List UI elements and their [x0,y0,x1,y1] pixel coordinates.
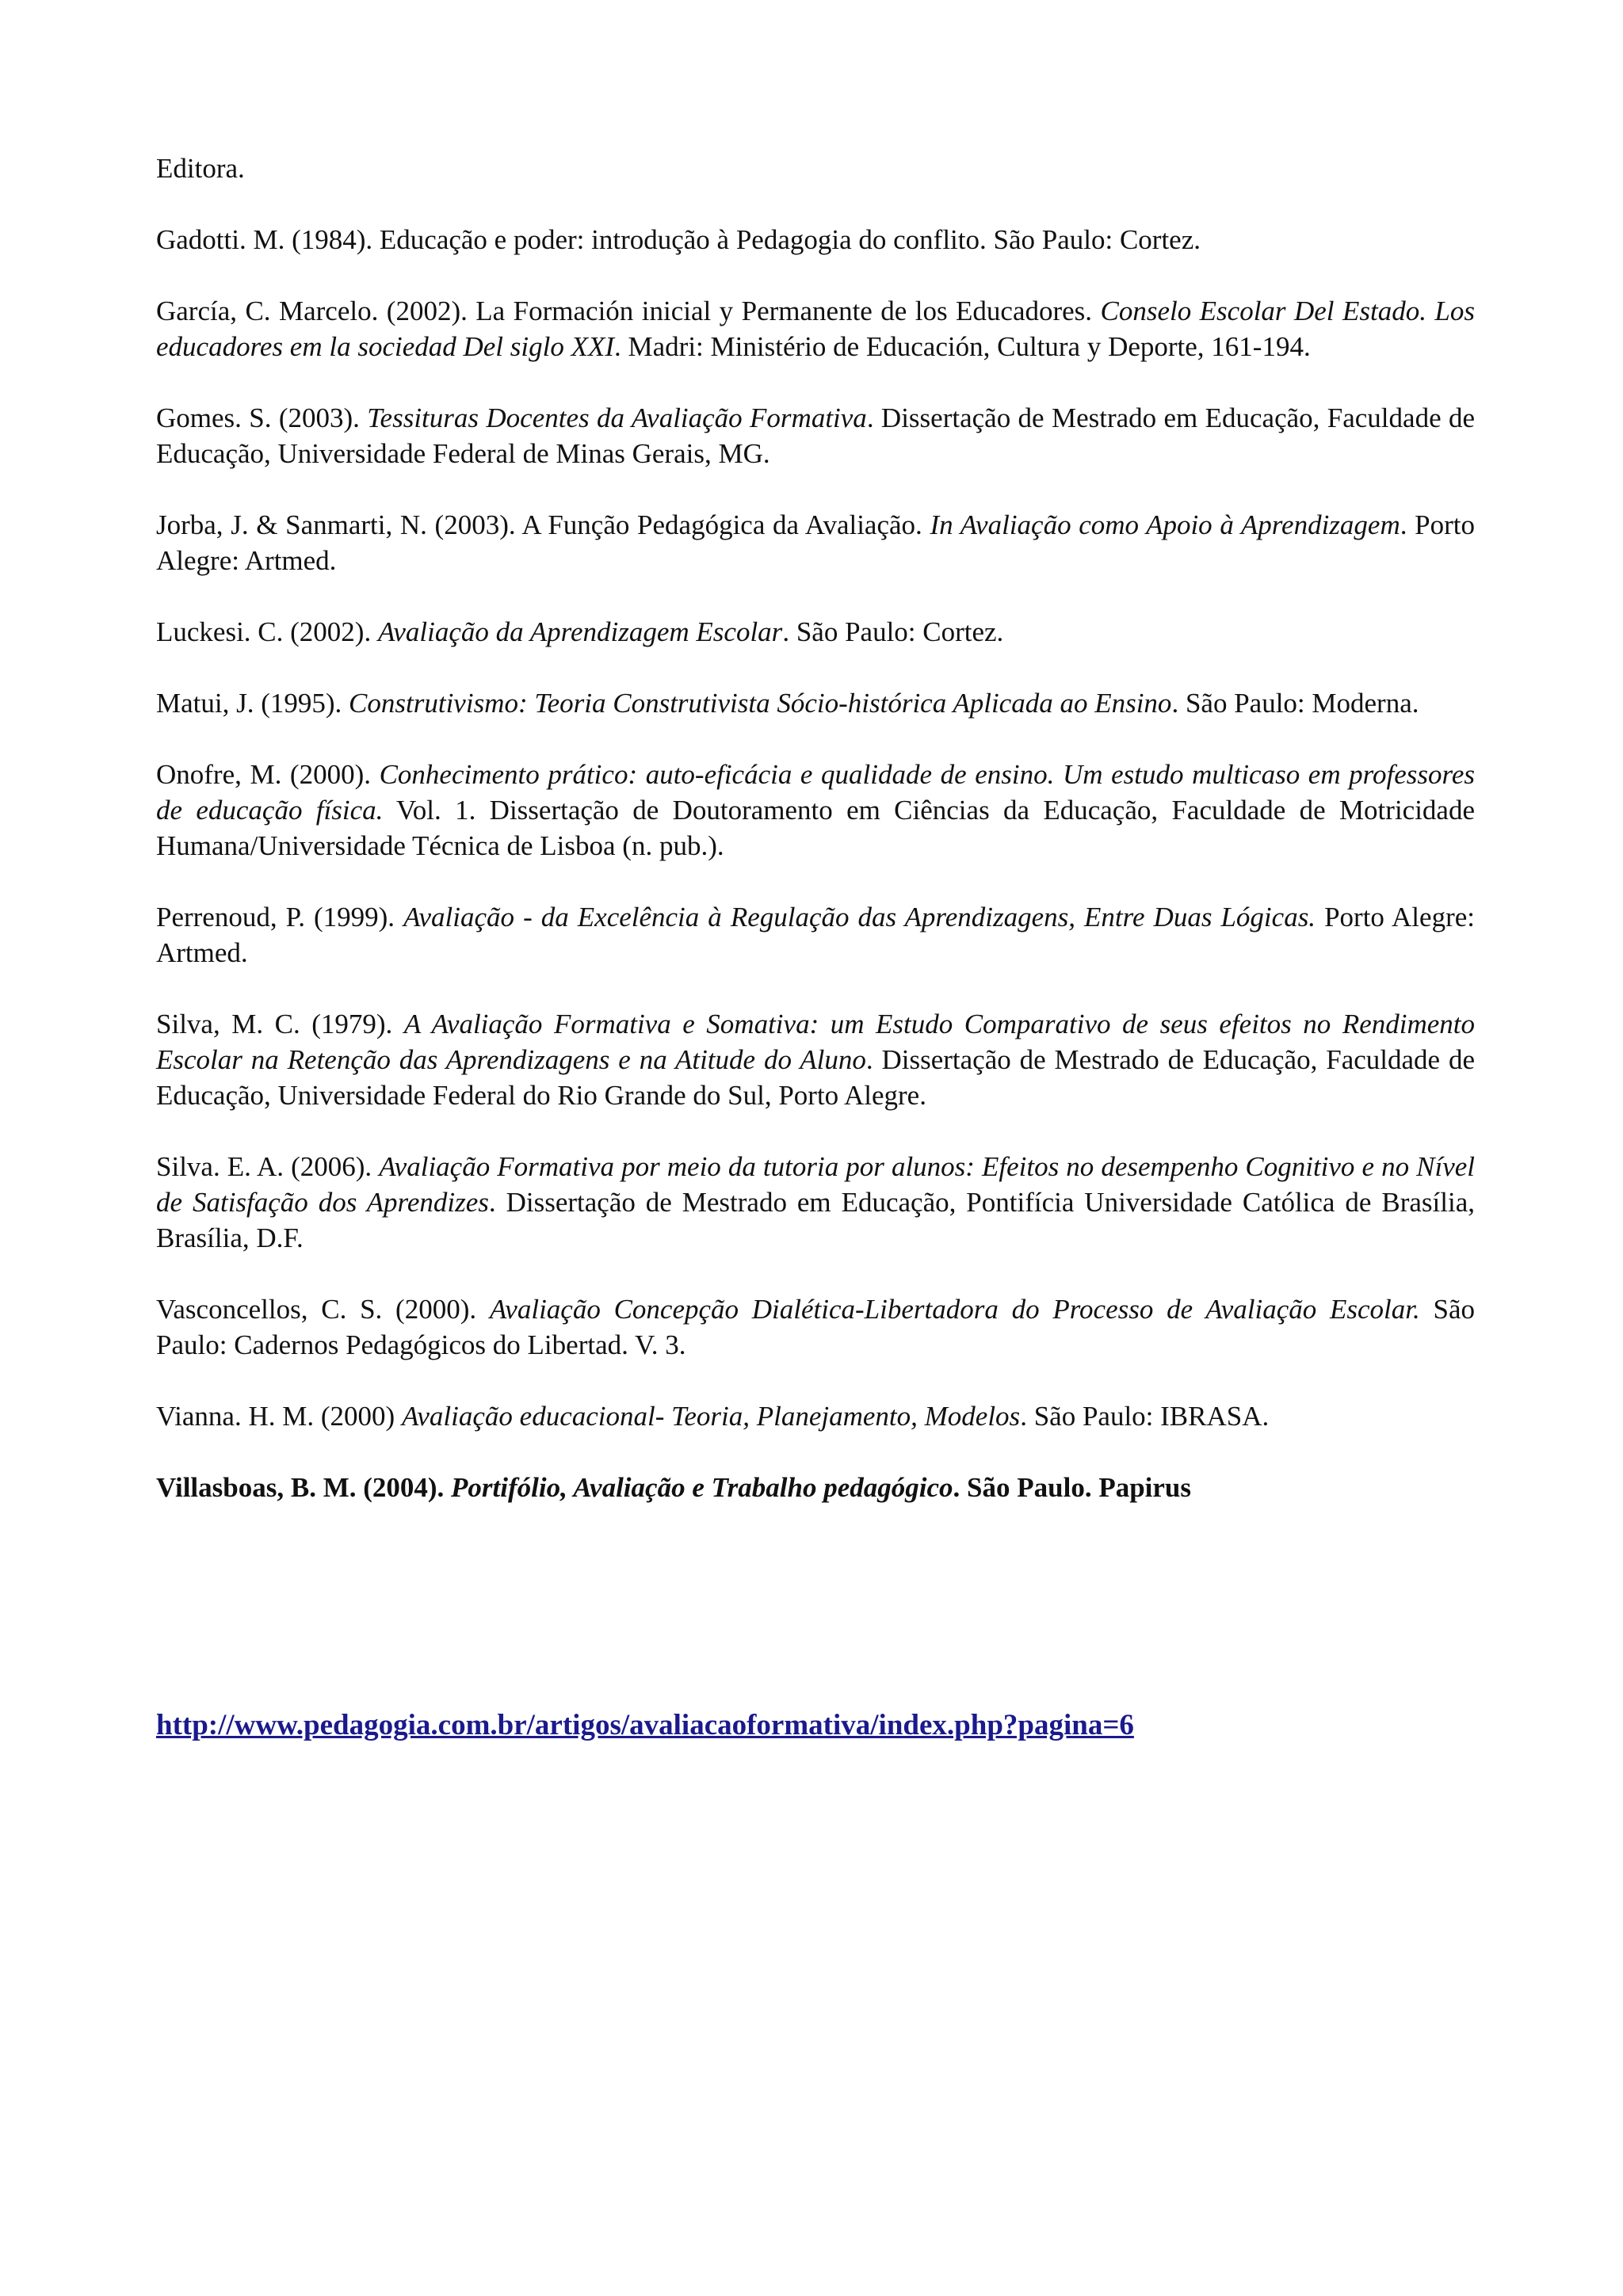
reference-matui [156,685,1475,721]
reference-text: Gadotti. M. (1984). Educação e poder: introdução à Pedagogia do conflito. São Paulo: Cortez. [156,224,1201,255]
reference-text: Porto Alegre: Artmed. [156,902,1475,968]
reference-title: Avaliação educacional- Teoria, Planejamento, Modelos [401,1401,1021,1432]
reference-text: Vasconcellos, C. S. (2000). [156,1294,490,1325]
reference-text: García, C. Marcelo. (2002). La Formación inicial y Permanente de los Educadores. [156,296,1101,326]
reference-silva-ea [156,1149,1475,1256]
reference-title: Avaliação Formativa por meio da tutoria por alunos: Efeitos no desempenho Cognitivo e no Nível de Satisfação dos Aprendizes [156,1151,1476,1218]
reference-title: Conselo Escolar Del Estado. Los educadores em la sociedad Del siglo XXI [156,296,1475,362]
source-link[interactable]: http://www.pedagogia.com.br/artigos/avaliacaoformativa/index.php?pagina=6 [156,1709,1134,1741]
reference-gadotti [156,222,1475,257]
reference-vasconcellos [156,1291,1475,1363]
reference-text: Matui, J. (1995). [156,688,349,719]
reference-gomes [156,400,1475,471]
reference-garcia [156,293,1475,364]
reference-editora [156,151,1475,186]
reference-text: Silva. E. A. (2006). [156,1151,380,1182]
source-link-block [156,1707,1134,1743]
reference-perrenoud [156,899,1475,971]
reference-text: São Paulo: Cadernos Pedagógicos do Libertad. V. 3. [156,1294,1475,1360]
reference-text: . São Paulo. Papirus [953,1472,1192,1503]
reference-text: . São Paulo: Moderna. [1171,688,1419,719]
reference-title: In Avaliação como Apoio à Aprendizagem [930,509,1400,540]
reference-text: . Dissertação de Mestrado em Educação, Faculdade de Educação, Universidade Federal de Minas Gerais, MG. [156,402,1476,469]
reference-text: Editora. [156,153,245,184]
reference-text: Vianna. H. M. (2000) [156,1401,402,1432]
reference-text: . São Paulo: IBRASA. [1020,1401,1270,1432]
reference-text: Jorba, J. & Sanmarti, N. (2003). A Função Pedagógica da Avaliação. [156,509,930,540]
reference-title: Portifólio, Avaliação e Trabalho pedagógico [451,1472,953,1503]
reference-list [156,151,1475,1541]
reference-title: Tessituras Docentes da Avaliação Formativa [367,402,867,433]
reference-title: Conhecimento prático: auto-eficácia e qualidade de ensino. Um estudo multicaso em professores de educação física. [156,759,1475,826]
reference-vianna [156,1398,1475,1434]
reference-title: Avaliação da Aprendizagem Escolar [377,616,783,647]
reference-text: . Dissertação de Mestrado em Educação, Pontifícia Universidade Católica de Brasília, Brasília, D.F. [156,1187,1475,1253]
reference-silva-mc [156,1006,1475,1113]
reference-jorba [156,507,1475,578]
reference-onofre [156,757,1475,864]
reference-title: A Avaliação Formativa e Somativa: um Estudo Comparativo de seus efeitos no Rendimento Escolar na Retenção das Aprendizagens e na Atitude do Aluno [156,1009,1475,1075]
reference-villasboas [156,1470,1475,1505]
reference-title: Avaliação - da Excelência à Regulação das Aprendizagens, Entre Duas Lógicas. [403,902,1316,933]
reference-luckesi [156,614,1475,650]
reference-title: Construtivismo: Teoria Construtivista Sócio-histórica Aplicada ao Ensino [349,688,1172,719]
reference-text: . Madri: Ministério de Educación, Cultura y Deporte, 161-194. [614,331,1311,362]
reference-text: Villasboas, B. M. (2004). [156,1472,452,1503]
reference-title: Avaliação Concepção Dialética-Libertadora do Processo de Avaliação Escolar. [489,1294,1420,1325]
reference-text: Gomes. S. (2003). [156,402,368,433]
reference-text: Luckesi. C. (2002). [156,616,378,647]
reference-text: Silva, M. C. (1979). [156,1009,404,1039]
reference-text: Onofre, M. (2000). [156,759,380,790]
reference-text: . Porto Alegre: Artmed. [156,509,1475,576]
reference-text: Perrenoud, P. (1999). [156,902,404,933]
reference-text: . Dissertação de Mestrado de Educação, Faculdade de Educação, Universidade Federal do Rio Grande do Sul, Porto Alegre. [156,1044,1475,1111]
reference-text: Vol. 1. Dissertação de Doutoramento em Ciências da Educação, Faculdade de Motricidade Humana/Universidade Técnica de Lisboa (n. pub.). [156,795,1475,861]
reference-text: . São Paulo: Cortez. [782,616,1004,647]
